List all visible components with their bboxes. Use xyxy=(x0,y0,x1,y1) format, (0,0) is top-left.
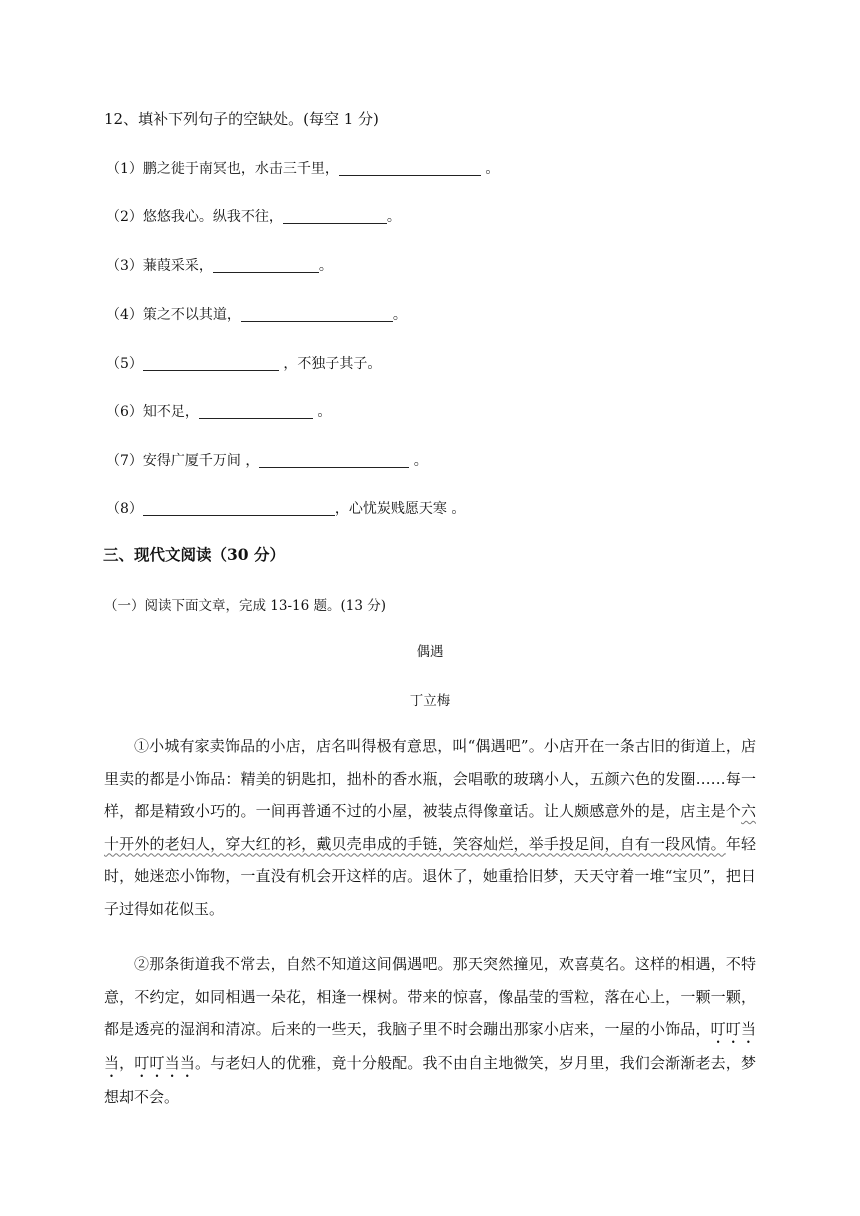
answer-blank[interactable] xyxy=(143,356,279,371)
fill-item-6 xyxy=(106,401,331,421)
dotted-emphasis-text: 叮叮当当 xyxy=(134,1054,196,1072)
item-text: （8） xyxy=(106,501,143,517)
paragraph-text: 。与老妇人的优雅，竟十分般配。我不由自主地微笑，岁月里，我们会渐渐老去，梦想却不会。 xyxy=(104,1054,756,1106)
fill-item-3 xyxy=(106,255,333,275)
section-sub-heading: （一）阅读下面文章，完成 13-16 题。(13 分) xyxy=(104,598,387,614)
answer-blank[interactable] xyxy=(213,258,319,273)
answer-blank[interactable] xyxy=(283,209,387,224)
fill-item-2 xyxy=(106,206,401,226)
article-title: 偶遇 xyxy=(416,644,444,660)
fill-item-1 xyxy=(106,158,499,178)
item-text: 。 xyxy=(480,161,500,177)
question-12-title: 12、填补下列句子的空缺处。(每空 1 分) xyxy=(104,110,379,128)
paragraph-text: ②那条街道我不常去，自然不知道这间偶遇吧。那天突然撞见，欢喜莫名。这样的相遇，不特意，不约定，如同相遇一朵花，相逢一棵树。带来的惊喜，像晶莹的雪粒，落在心上，一颗一颗，都是透亮的湿润和清凉。后来的一些天，我脑子里不时会蹦出那家小店来，一屋的小饰品， xyxy=(104,955,756,1038)
item-text: （6）知不足， xyxy=(106,404,199,420)
article-paragraph-1 xyxy=(104,730,756,925)
article-author: 丁立梅 xyxy=(409,693,451,709)
item-text: （7）安得广厦千万间 ， xyxy=(106,453,260,469)
answer-blank[interactable] xyxy=(199,404,313,419)
fill-item-8 xyxy=(106,498,465,518)
fill-item-4 xyxy=(106,304,407,324)
item-text: ，心忧炭贱愿天寒 。 xyxy=(334,501,466,517)
item-text: 。 xyxy=(392,307,407,323)
paragraph-text: ， xyxy=(119,1054,135,1072)
fill-item-5 xyxy=(106,353,381,373)
item-text: （2）悠悠我心。纵我不往， xyxy=(106,209,283,225)
item-text: 。 xyxy=(386,209,401,225)
item-text: ，不独子其子。 xyxy=(278,356,382,372)
answer-blank[interactable] xyxy=(143,501,335,516)
item-text: 。 xyxy=(409,453,428,469)
item-text: 。 xyxy=(312,404,332,420)
article-paragraph-2 xyxy=(104,948,756,1114)
answer-blank[interactable] xyxy=(259,453,409,468)
item-text: （5） xyxy=(106,356,143,372)
wavy-underlined-text: 六十开外的老妇人，穿大红的衫，戴贝壳串成的手链，笑容灿烂，举手投足间，自有一段风情。 xyxy=(104,802,756,853)
answer-blank[interactable] xyxy=(339,161,481,176)
item-text: （3）蒹葭采采， xyxy=(106,258,213,274)
paragraph-text: 年轻时，她迷恋小饰物，一直没有机会开这样的店。退休了，她重拾旧梦，天天守着一堆“宝贝”，把日子过得如花似玉。 xyxy=(104,834,756,918)
paragraph-text: ①小城有家卖饰品的小店，店名叫得极有意思，叫“偶遇吧”。小店开在一条古旧的街道上，店里卖的都是小饰品：精美的钥匙扣，拙朴的香水瓶，会唱歌的玻璃小人，五颜六色的发圈……每一样，都是精致小巧的。一间再普通不过的小屋，被装点得像童话。让人颇感意外的是，店主是个 xyxy=(104,737,756,820)
item-text: （1）鹏之徙于南冥也，水击三千里， xyxy=(106,161,339,177)
answer-blank[interactable] xyxy=(241,307,393,322)
item-text: （4）策之不以其道， xyxy=(106,307,241,323)
dotted-emphasis-text: 叮叮当当 xyxy=(104,1020,756,1072)
section-heading: 三、现代文阅读（30 分） xyxy=(103,545,285,564)
fill-item-7 xyxy=(106,450,428,470)
item-text: 。 xyxy=(318,258,333,274)
